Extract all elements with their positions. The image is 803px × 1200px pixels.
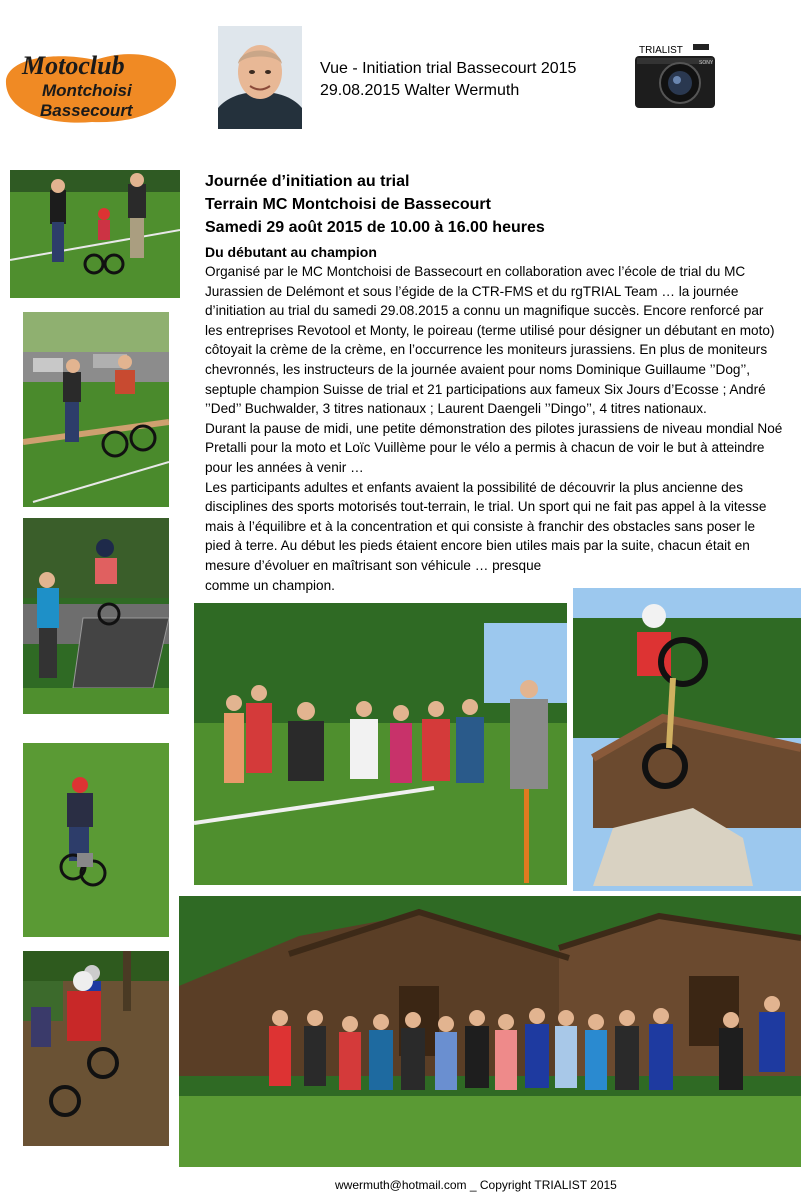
article-paragraph-3: Les participants adultes et enfants avaient la possibilité de découvrir la plus ancienne des disciplines des sports motorisés tout-terrain, le trial. Un sport qui ne fait pas appel à la vitesse mais à l’équilibre et à la concentration et qui consiste à franchir des obstacles sans poser le pied à terre. Au début les pieds étaient encore bien utiles mais par la suite, chacun était en mesure d’évoluer en maîtrisant son véhicule … presque bbox=[205, 479, 767, 573]
camera-icon bbox=[633, 42, 717, 110]
header-text bbox=[320, 58, 576, 102]
logo-line-2: Montchoisi bbox=[42, 81, 132, 100]
article-title-1: Journée d’initiation au trial bbox=[205, 173, 410, 190]
photo-forest-trail bbox=[23, 951, 169, 1146]
logo-line-1: Motoclub bbox=[22, 51, 125, 80]
photo-team-chalet bbox=[179, 896, 801, 1167]
article-title-3: Samedi 29 août 2015 de 10.00 à 16.00 heures bbox=[205, 219, 545, 236]
author-portrait bbox=[218, 26, 302, 129]
photo-trial-rider-rock bbox=[573, 588, 801, 891]
article-subtitle: Du débutant au champion bbox=[205, 244, 377, 260]
photo-rider-grass bbox=[23, 743, 169, 937]
header-line-2: 29.08.2015 Walter Wermuth bbox=[320, 82, 520, 99]
photo-child-bike-instructors bbox=[10, 170, 180, 298]
header-line-1: Vue - Initiation trial Bassecourt 2015 bbox=[320, 60, 577, 77]
article-paragraph-1: Organisé par le MC Montchoisi de Bassecourt en collaboration avec l’école de trial du MC Jurassien de Delémont et sous l’égide de la CTR-FMS et du rgTRIAL Team … la journée d’initiation au trial du samedi 29.08.2015 a connu un magnifique succès. Encore renforcé par les entreprises Revotool et Monty, le poireau (terme utilisé pour désigner un débutant en moto) côtoyait la crème de la crème, en l’occurrence les moniteurs jurassiens. En plus de moniteurs chevronnés, les instructeurs de la journée avaient pour noms Dominique Guillaume ’’Dog’’, septuple champion Suisse de trial et 21 participations aux fameux Six Jours d’Ecosse ; André ’’Ded’’ Buchwalder, 3 titres nationaux ; Laurent Daengeli ’’Dingo’’, 4 titres nationaux. bbox=[205, 264, 775, 417]
photo-ramp-obstacle bbox=[23, 518, 169, 714]
photo-bike-course bbox=[23, 312, 169, 507]
article-title-2: Terrain MC Montchoisi de Bassecourt bbox=[205, 196, 491, 213]
article bbox=[205, 170, 783, 595]
logo-line-3: Bassecourt bbox=[40, 101, 133, 120]
footer-copyright: wwermuth@hotmail.com _ Copyright TRIALIST 2015 bbox=[335, 1178, 617, 1192]
photo-spectators-group bbox=[194, 603, 567, 885]
article-paragraph-4: comme un champion. bbox=[205, 577, 335, 593]
camera-brand: SONY bbox=[699, 60, 714, 66]
article-paragraph-2: Durant la pause de midi, une petite démonstration des pilotes jurassiens de niveau mondial Noé Pretalli pour la moto et Loïc Vuillème pour le vélo a permis à chacun de voir le but à atteindre pour les années à venir … bbox=[205, 420, 783, 475]
camera-label: TRIALIST bbox=[639, 45, 683, 56]
motoclub-logo bbox=[0, 38, 178, 128]
